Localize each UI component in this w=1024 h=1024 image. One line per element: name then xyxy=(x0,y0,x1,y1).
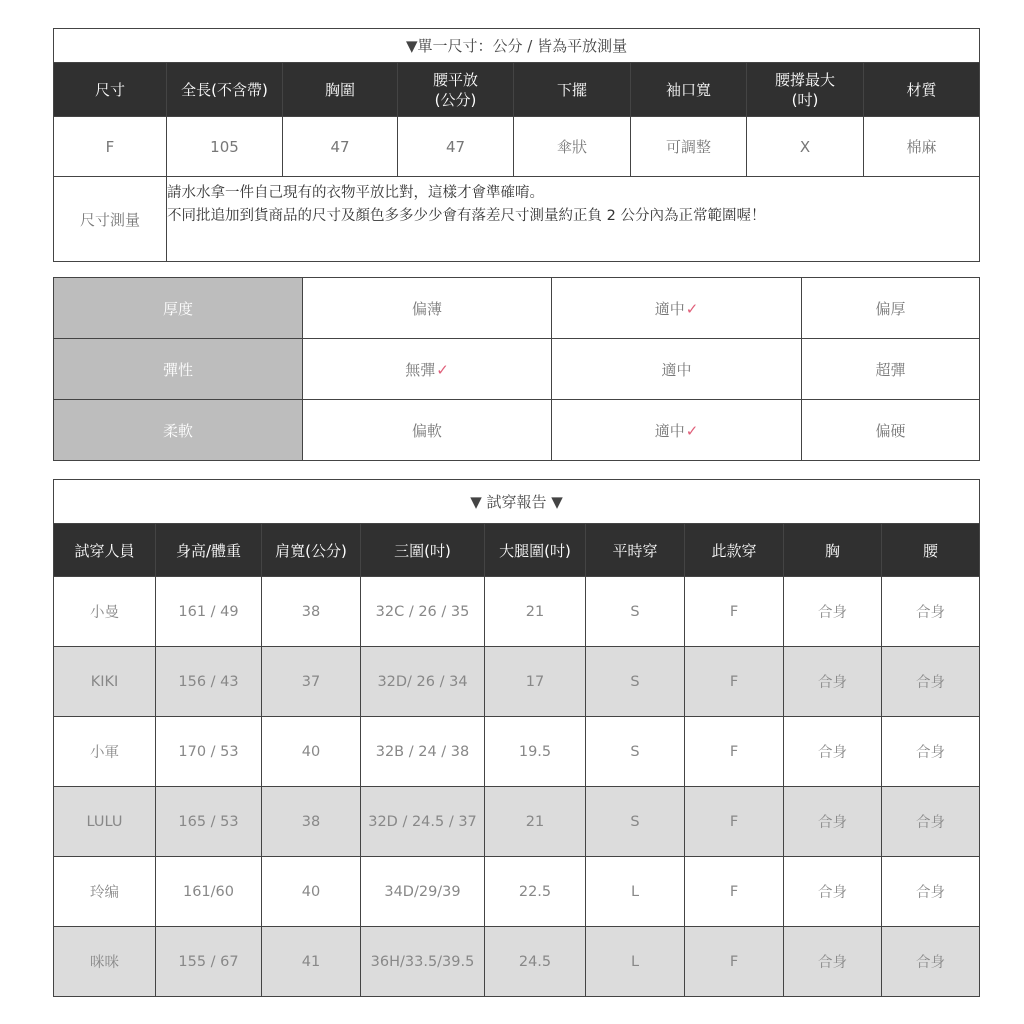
table-row xyxy=(54,647,980,717)
feel-option xyxy=(802,278,980,339)
size-header-label: 腰平放 xyxy=(432,70,478,89)
fit-cell: 21 xyxy=(485,577,586,647)
size-value-cell: 47 xyxy=(398,117,514,177)
feel-option-label: 超彈 xyxy=(875,360,906,379)
fit-cell: 32D / 24.5 / 37 xyxy=(361,787,485,857)
size-header-cell xyxy=(864,63,980,117)
note-label: 尺寸測量 xyxy=(54,177,167,262)
feel-option-label: 偏厚 xyxy=(875,299,906,318)
size-header-label: 尺寸 xyxy=(94,80,125,99)
fit-cell: 合身 xyxy=(882,787,980,857)
size-header-cell xyxy=(514,63,631,117)
size-header-label: 胸圍 xyxy=(324,80,355,99)
table-row xyxy=(54,927,980,997)
fit-cell: 17 xyxy=(485,647,586,717)
feel-option xyxy=(303,278,552,339)
size-table xyxy=(53,28,980,262)
fit-cell: 合身 xyxy=(784,927,882,997)
feel-option-label: 無彈 xyxy=(405,360,436,379)
fit-cell: F xyxy=(685,717,784,787)
fit-report-title: ▼ 試穿報告 ▼ xyxy=(54,480,980,524)
size-header-cell xyxy=(631,63,747,117)
fit-cell: 161 / 49 xyxy=(156,577,262,647)
fit-cell: 合身 xyxy=(784,857,882,927)
feel-option xyxy=(802,400,980,461)
feel-option xyxy=(552,278,802,339)
fit-header-cell: 三圍(吋) xyxy=(361,524,485,577)
size-header-label: 腰撐最大 xyxy=(774,70,835,89)
table-row xyxy=(54,717,980,787)
size-header-label: (吋) xyxy=(791,90,819,109)
fit-cell: 合身 xyxy=(882,577,980,647)
size-value-cell: 105 xyxy=(167,117,283,177)
fit-header-cell: 身高/體重 xyxy=(156,524,262,577)
fit-cell: L xyxy=(586,927,685,997)
table-row xyxy=(54,577,980,647)
fit-cell: 32B / 24 / 38 xyxy=(361,717,485,787)
feel-option-label: 偏薄 xyxy=(411,299,442,318)
size-header-cell xyxy=(283,63,398,117)
fit-cell: KIKI xyxy=(54,647,156,717)
fit-header-cell: 腰 xyxy=(882,524,980,577)
fit-cell: 170 / 53 xyxy=(156,717,262,787)
fit-cell: 161/60 xyxy=(156,857,262,927)
fit-cell: 165 / 53 xyxy=(156,787,262,857)
feel-option xyxy=(552,400,802,461)
check-icon: ✓ xyxy=(685,421,699,440)
fit-cell: 40 xyxy=(262,857,361,927)
fit-cell: S xyxy=(586,577,685,647)
note-text xyxy=(167,177,980,262)
size-header-cell xyxy=(54,63,167,117)
note-line: 不同批追加到貨商品的尺寸及顏色多多少少會有落差尺寸測量約正負 2 公分內為正常範圍喔！ xyxy=(167,208,766,224)
fit-cell: S xyxy=(586,647,685,717)
feel-attribute: 彈性 xyxy=(54,339,303,400)
fit-cell: 32D/ 26 / 34 xyxy=(361,647,485,717)
fit-cell: 22.5 xyxy=(485,857,586,927)
size-header-cell xyxy=(167,63,283,117)
feel-option-label: 適中 xyxy=(661,360,692,379)
fit-cell: S xyxy=(586,717,685,787)
table-row xyxy=(54,857,980,927)
check-icon: ✓ xyxy=(685,299,699,318)
size-header-label: 全長(不含帶) xyxy=(181,80,268,99)
fit-cell: 合身 xyxy=(784,717,882,787)
feel-row xyxy=(54,278,980,339)
fit-header-row xyxy=(54,524,980,577)
feel-option-label: 適中 xyxy=(654,421,685,440)
feel-row xyxy=(54,400,980,461)
fit-header-cell: 大腿圍(吋) xyxy=(485,524,586,577)
feel-attribute: 厚度 xyxy=(54,278,303,339)
note-line: 請水水拿一件自己現有的衣物平放比對，這樣才會準確唷。 xyxy=(167,185,544,201)
size-value-cell: 可調整 xyxy=(631,117,747,177)
fit-cell: 合身 xyxy=(882,647,980,717)
fit-cell: F xyxy=(685,647,784,717)
size-header-label: 袖口寬 xyxy=(665,80,711,99)
feel-attribute: 柔軟 xyxy=(54,400,303,461)
fit-cell: 155 / 67 xyxy=(156,927,262,997)
size-header-cell xyxy=(747,63,864,117)
fit-cell: 咪咪 xyxy=(54,927,156,997)
fit-header-cell: 此款穿 xyxy=(685,524,784,577)
fit-cell: F xyxy=(685,857,784,927)
size-header-label: 下擺 xyxy=(556,80,587,99)
feel-option-label: 適中 xyxy=(654,299,685,318)
fit-cell: 40 xyxy=(262,717,361,787)
size-value-row xyxy=(54,117,980,177)
fit-cell: 合身 xyxy=(784,647,882,717)
fit-cell: 21 xyxy=(485,787,586,857)
fit-cell: L xyxy=(586,857,685,927)
feel-option xyxy=(802,339,980,400)
size-header-row xyxy=(54,63,980,117)
fit-cell: 38 xyxy=(262,577,361,647)
fit-cell: S xyxy=(586,787,685,857)
feel-row xyxy=(54,339,980,400)
fit-cell: 19.5 xyxy=(485,717,586,787)
size-table-title: ▼單一尺寸：公分 / 皆為平放測量 xyxy=(54,29,980,63)
feel-option xyxy=(303,400,552,461)
size-header-cell xyxy=(398,63,514,117)
fit-cell: 38 xyxy=(262,787,361,857)
fit-cell: F xyxy=(685,927,784,997)
fit-cell: 合身 xyxy=(784,787,882,857)
fit-cell: 24.5 xyxy=(485,927,586,997)
check-icon: ✓ xyxy=(436,360,449,379)
size-header-label: 材質 xyxy=(906,80,937,99)
fit-header-cell: 試穿人員 xyxy=(54,524,156,577)
fit-cell: 合身 xyxy=(882,927,980,997)
fit-cell: 合身 xyxy=(784,577,882,647)
fit-cell: F xyxy=(685,787,784,857)
feel-option-label: 偏軟 xyxy=(411,421,442,440)
table-row xyxy=(54,787,980,857)
fit-cell: 37 xyxy=(262,647,361,717)
fit-cell: 合身 xyxy=(882,857,980,927)
fit-header-cell: 胸 xyxy=(784,524,882,577)
fit-cell: 36H/33.5/39.5 xyxy=(361,927,485,997)
size-header-label: (公分) xyxy=(434,90,477,109)
feel-option xyxy=(552,339,802,400)
size-value-cell: X xyxy=(747,117,864,177)
fit-cell: 小軍 xyxy=(54,717,156,787)
fit-header-cell: 肩寬(公分) xyxy=(262,524,361,577)
fit-cell: 34D/29/39 xyxy=(361,857,485,927)
fit-cell: 41 xyxy=(262,927,361,997)
fit-cell: 合身 xyxy=(882,717,980,787)
fit-cell: 小曼 xyxy=(54,577,156,647)
fit-cell: 玲编 xyxy=(54,857,156,927)
size-value-cell: 傘狀 xyxy=(514,117,631,177)
feel-option-label: 偏硬 xyxy=(875,421,906,440)
size-value-cell: 47 xyxy=(283,117,398,177)
fit-cell: F xyxy=(685,577,784,647)
fit-report-table xyxy=(53,479,980,997)
feel-option xyxy=(303,339,552,400)
fabric-feel-table xyxy=(53,277,980,461)
size-value-cell: F xyxy=(54,117,167,177)
fit-cell: 32C / 26 / 35 xyxy=(361,577,485,647)
size-value-cell: 棉麻 xyxy=(864,117,980,177)
fit-cell: LULU xyxy=(54,787,156,857)
fit-cell: 156 / 43 xyxy=(156,647,262,717)
fit-header-cell: 平時穿 xyxy=(586,524,685,577)
